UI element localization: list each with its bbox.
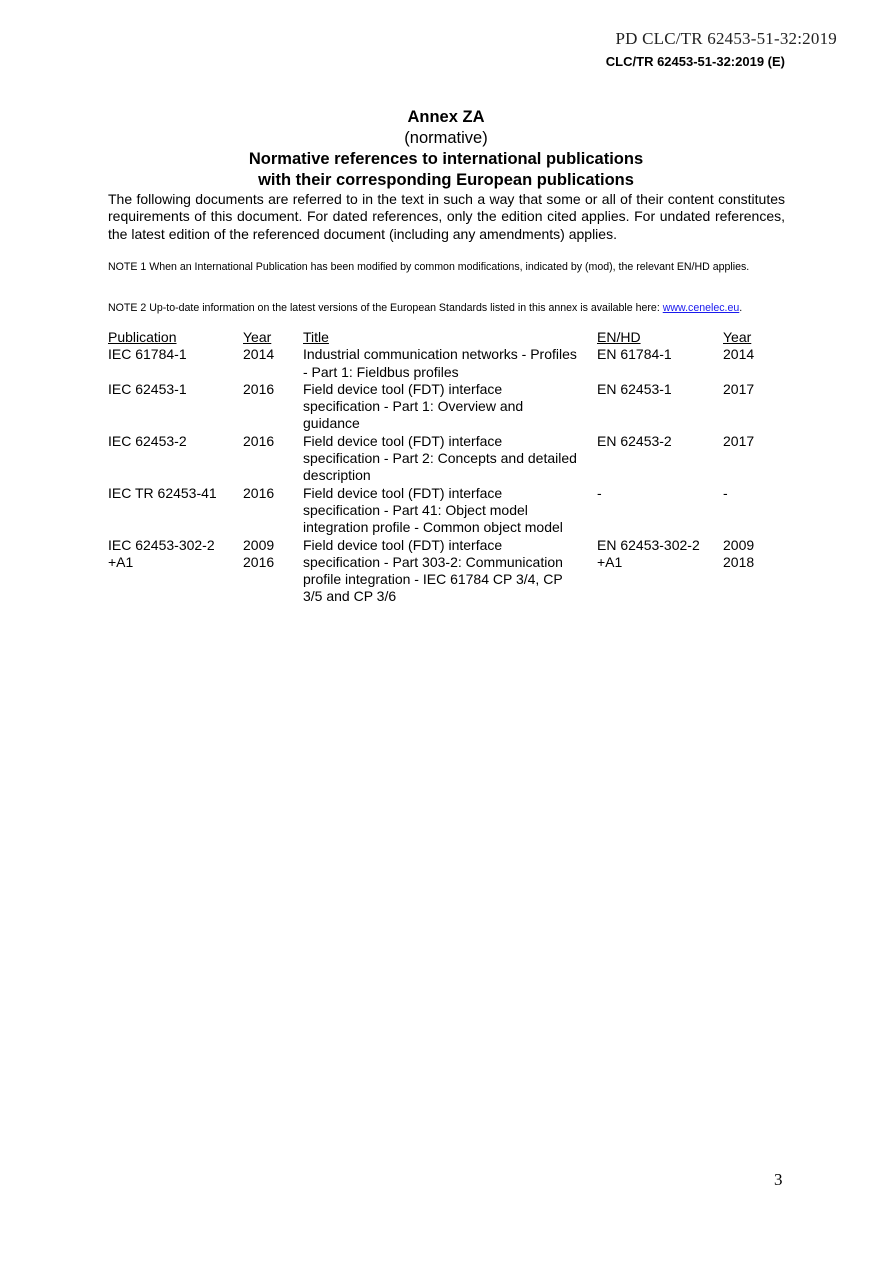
cell-en-hd: - — [597, 484, 602, 501]
table-row — [108, 433, 783, 485]
cell-en-hd: EN 62453-302-2 +A1 — [597, 536, 700, 570]
header-en-year: Year — [723, 329, 752, 345]
annex-title: Annex ZA — [407, 108, 485, 126]
annex-heading-line2: with their corresponding European publications — [258, 171, 634, 189]
cell-en-hd: EN 62453-2 — [597, 432, 672, 449]
document-id-top: PD CLC/TR 62453-51-32:2019 — [615, 29, 837, 48]
note-2-end: . — [739, 302, 743, 314]
cell-year: 2009 2016 — [243, 536, 275, 570]
cell-en-year: 2017 — [723, 432, 755, 449]
cell-en-year: 2014 — [723, 346, 755, 363]
cell-en-year: 2009 2018 — [723, 536, 755, 570]
cell-title: Industrial communication networks - Profiles - Part 1: Fieldbus profiles — [303, 346, 577, 380]
cell-year: 2016 — [243, 380, 275, 397]
document-id: CLC/TR 62453-51-32:2019 (E) — [605, 54, 785, 69]
cell-title: Field device tool (FDT) interface specification - Part 41: Object model integration profile - Common object model — [303, 484, 563, 536]
references-table — [108, 329, 783, 606]
cell-title: Field device tool (FDT) interface specification - Part 1: Overview and guidance — [303, 380, 524, 432]
cell-publication: IEC 61784-1 — [108, 346, 187, 363]
header-year: Year — [243, 329, 272, 345]
note-2 — [108, 302, 785, 315]
intro-paragraph: The following documents are referred to in the text in such a way that some or all of their content constitutes requirements of this document. For dated references, only the edition cited applies. For undated references, the latest edition of the referenced document (including any amendments) applies. — [108, 191, 785, 242]
table-header-row — [108, 329, 783, 346]
cell-title: Field device tool (FDT) interface specification - Part 2: Concepts and detailed description — [303, 432, 577, 484]
cell-publication: IEC 62453-1 — [108, 380, 187, 397]
page-number: 3 — [774, 1170, 783, 1189]
cell-publication: IEC 62453-2 — [108, 432, 187, 449]
header-en-hd: EN/HD — [597, 329, 641, 345]
annex-heading-line1: Normative references to international publications — [248, 150, 644, 168]
annex-status: (normative) — [404, 129, 488, 147]
table-row — [108, 346, 783, 381]
table-row — [108, 381, 783, 433]
table-row — [108, 485, 783, 537]
header-title: Title — [303, 329, 329, 345]
cenelec-link[interactable]: www.cenelec.eu — [662, 302, 740, 314]
cell-en-hd: EN 61784-1 — [597, 346, 672, 363]
cell-publication: IEC 62453-302-2 +A1 — [108, 536, 215, 570]
table-row — [108, 537, 783, 606]
cell-year: 2016 — [243, 432, 275, 449]
cell-publication: IEC TR 62453-41 — [108, 484, 217, 501]
cell-year: 2016 — [243, 484, 275, 501]
cell-year: 2014 — [243, 346, 275, 363]
cell-en-year: 2017 — [723, 380, 755, 397]
note-2-text: NOTE 2 Up-to-date information on the latest versions of the European Standards listed in this annex is available here: — [108, 302, 663, 314]
cell-en-year: - — [723, 484, 728, 501]
note-1: NOTE 1 When an International Publication has been modified by common modifications, indicated by (mod), the relevant EN/HD applies. — [108, 261, 750, 273]
header-publication: Publication — [108, 329, 177, 345]
cell-title: Field device tool (FDT) interface specification - Part 303-2: Communication profile integration - IEC 61784 CP 3/4, CP 3/5 and CP 3/6 — [303, 536, 563, 605]
cell-en-hd: EN 62453-1 — [597, 380, 672, 397]
